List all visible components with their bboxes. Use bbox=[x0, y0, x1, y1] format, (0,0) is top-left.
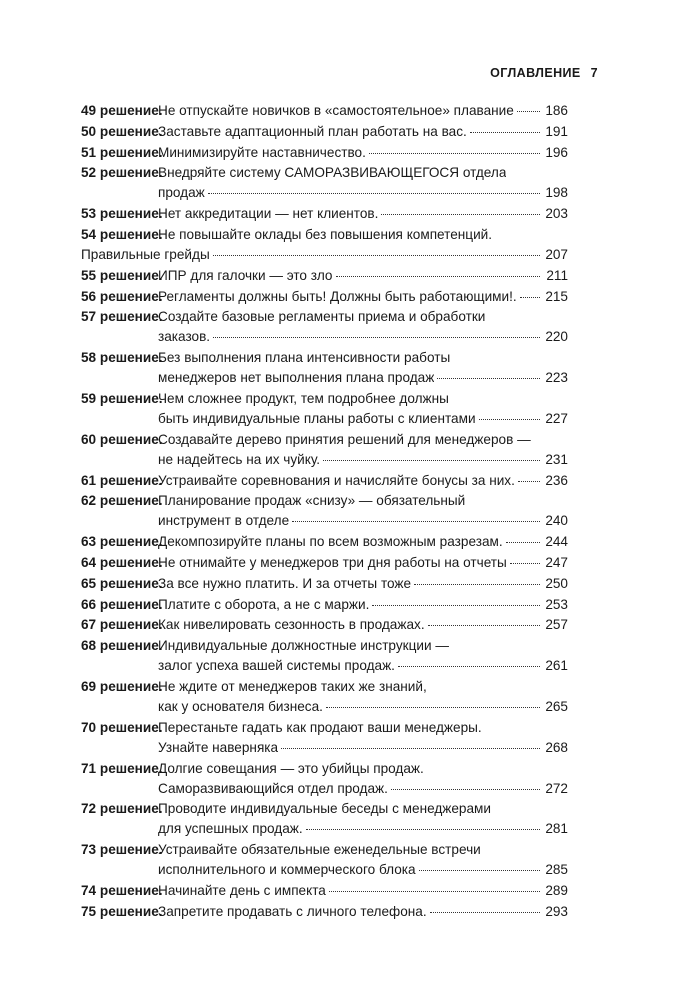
dot-leader bbox=[208, 193, 540, 194]
toc-entry-number: 49 решение. bbox=[81, 103, 163, 118]
toc-entry-number: 63 решение. bbox=[81, 534, 163, 550]
toc-entry-page: 207 bbox=[545, 246, 568, 262]
toc-entry-page: 261 bbox=[545, 658, 568, 674]
toc-entry-title: Начинайте день с импекта bbox=[158, 882, 326, 898]
dot-leader bbox=[437, 378, 540, 379]
toc-entry-title: как у основателя бизнеса. bbox=[158, 698, 323, 714]
toc-entry-number: 68 решение. bbox=[81, 638, 163, 654]
toc-entry[interactable] bbox=[81, 287, 568, 307]
toc-entry-number: 62 решение. bbox=[81, 493, 163, 509]
toc-entry[interactable] bbox=[81, 759, 568, 799]
toc-entry[interactable] bbox=[81, 491, 568, 531]
toc-entry-page: 247 bbox=[545, 554, 568, 570]
toc-entry-page: 257 bbox=[545, 617, 568, 633]
toc-entry-title: менеджеров нет выполнения плана продаж bbox=[158, 370, 435, 386]
toc-entry[interactable] bbox=[81, 615, 568, 635]
toc-entry-number: 60 решение. bbox=[81, 431, 163, 447]
dot-leader bbox=[419, 870, 540, 871]
toc-entry-title: Индивидуальные должностные инструкции — bbox=[158, 638, 449, 654]
toc-entry-number: 66 решение. bbox=[81, 596, 163, 612]
toc-entry-title: Долгие совещания — это убийцы продаж. bbox=[158, 760, 424, 776]
toc-entry-number: 58 решение. bbox=[81, 350, 163, 366]
toc-entry-page: 293 bbox=[545, 903, 568, 919]
toc-entry-page: 289 bbox=[545, 882, 568, 898]
toc-entry-number: 54 решение. bbox=[81, 226, 163, 242]
toc-entry-title: Без выполнения плана интенсивности работы bbox=[158, 350, 451, 366]
toc-entry-number: 51 решение. bbox=[81, 144, 163, 160]
toc-entry-page: 265 bbox=[545, 698, 568, 714]
toc-entry-number: 73 решение. bbox=[81, 842, 163, 858]
dot-leader bbox=[369, 153, 540, 154]
toc-entry-page: 211 bbox=[546, 267, 568, 283]
dot-leader bbox=[381, 214, 540, 215]
toc-entry-page: 186 bbox=[545, 103, 568, 118]
toc-entry-title: Заставьте адаптационный план работать на вас. bbox=[158, 123, 467, 139]
toc-entry-page: 272 bbox=[545, 780, 568, 796]
toc-entry-number: 67 решение. bbox=[81, 617, 163, 633]
table-of-contents bbox=[81, 101, 568, 922]
toc-entry-page: 250 bbox=[545, 575, 568, 591]
toc-entry[interactable] bbox=[81, 902, 568, 922]
toc-entry[interactable] bbox=[81, 636, 568, 676]
toc-entry-title: инструмент в отделе bbox=[158, 513, 290, 529]
toc-entry[interactable] bbox=[81, 266, 568, 286]
toc-entry[interactable] bbox=[81, 840, 568, 880]
dot-leader bbox=[391, 789, 540, 790]
toc-entry[interactable] bbox=[81, 225, 568, 265]
toc-entry[interactable] bbox=[81, 799, 568, 839]
toc-entry-title: ИПР для галочки — это зло bbox=[158, 267, 333, 283]
toc-entry-title: Проводите индивидуальные беседы с менеджерами bbox=[158, 801, 491, 817]
toc-entry-number: 55 решение. bbox=[81, 267, 163, 283]
toc-entry[interactable] bbox=[81, 101, 568, 121]
toc-entry-title: заказов. bbox=[158, 329, 211, 345]
toc-entry-title: Перестаньте гадать как продают ваши менеджеры. bbox=[158, 719, 482, 735]
dot-leader bbox=[520, 297, 540, 298]
dot-leader bbox=[213, 337, 540, 338]
toc-entry-title: Чем сложнее продукт, тем подробнее должны bbox=[158, 390, 449, 406]
toc-entry-title: Правильные грейды bbox=[81, 246, 210, 262]
toc-entry-page: 285 bbox=[545, 862, 568, 878]
dot-leader bbox=[306, 829, 540, 830]
dot-leader bbox=[323, 460, 540, 461]
toc-entry[interactable] bbox=[81, 204, 568, 224]
toc-entry-title: Как нивелировать сезонность в продажах. bbox=[158, 617, 425, 633]
dot-leader bbox=[479, 419, 540, 420]
toc-entry-page: 240 bbox=[545, 513, 568, 529]
toc-entry-title: продаж bbox=[158, 185, 205, 201]
toc-entry-number: 75 решение. bbox=[81, 903, 163, 919]
dot-leader bbox=[281, 748, 540, 749]
toc-entry-title: Не ждите от менеджеров таких же знаний, bbox=[158, 678, 427, 694]
toc-entry-title: Регламенты должны быть! Должны быть работающими!. bbox=[158, 288, 517, 304]
toc-entry-number: 64 решение. bbox=[81, 554, 163, 570]
toc-entry[interactable] bbox=[81, 718, 568, 758]
toc-entry-title: Не отнимайте у менеджеров три дня работы на отчеты bbox=[158, 554, 507, 570]
toc-entry[interactable] bbox=[81, 677, 568, 717]
toc-entry-number: 74 решение. bbox=[81, 882, 163, 898]
toc-entry-page: 268 bbox=[545, 739, 568, 755]
toc-entry-title: Создавайте дерево принятия решений для менеджеров — bbox=[158, 431, 531, 447]
page-number: 7 bbox=[590, 66, 598, 80]
toc-entry-page: 203 bbox=[545, 206, 568, 222]
toc-entry-number: 52 решение. bbox=[81, 165, 163, 181]
dot-leader bbox=[326, 707, 540, 708]
toc-entry[interactable] bbox=[81, 348, 568, 388]
toc-entry[interactable] bbox=[81, 881, 568, 901]
dot-leader bbox=[430, 912, 540, 913]
toc-entry-title: За все нужно платить. И за отчеты тоже bbox=[158, 575, 412, 591]
toc-entry-number: 56 решение. bbox=[81, 288, 163, 304]
toc-entry-title: Не повышайте оклады без повышения компетенций. bbox=[158, 226, 493, 242]
toc-entry-title: Внедряйте систему САМОРАЗВИВАЮЩЕГОСЯ отдела bbox=[158, 165, 507, 181]
toc-entry-page: 253 bbox=[545, 596, 568, 612]
toc-entry[interactable] bbox=[81, 122, 568, 142]
toc-entry-title: Запретите продавать с личного телефона. bbox=[158, 903, 427, 919]
toc-entry-page: 236 bbox=[545, 472, 568, 488]
dot-leader bbox=[292, 521, 540, 522]
toc-entry-title: залог успеха вашей системы продаж. bbox=[158, 658, 395, 674]
toc-entry-number: 69 решение. bbox=[81, 678, 163, 694]
dot-leader bbox=[506, 542, 540, 543]
toc-entry-number: 72 решение. bbox=[81, 801, 163, 817]
toc-entry-title: быть индивидуальные планы работы с клиентами bbox=[158, 410, 476, 426]
toc-entry-title: Устраивайте обязательные еженедельные встречи bbox=[158, 842, 481, 858]
toc-entry-number: 71 решение. bbox=[81, 760, 163, 776]
toc-entry-number: 59 решение. bbox=[81, 390, 163, 406]
toc-entry-title: Не отпускайте новичков в «самостоятельное» плавание bbox=[158, 103, 514, 118]
toc-entry[interactable] bbox=[81, 595, 568, 615]
toc-entry-title: для успешных продаж. bbox=[158, 821, 303, 837]
toc-entry[interactable] bbox=[81, 574, 568, 594]
toc-entry-title: Нет аккредитации — нет клиентов. bbox=[158, 206, 379, 222]
dot-leader bbox=[517, 111, 540, 112]
toc-entry[interactable] bbox=[81, 553, 568, 573]
dot-leader bbox=[518, 481, 540, 482]
toc-entry-page: 231 bbox=[545, 451, 568, 467]
toc-entry-page: 198 bbox=[545, 185, 568, 201]
toc-entry-title: Планирование продаж «снизу» — обязательный bbox=[158, 493, 466, 509]
toc-entry-title: Саморазвивающийся отдел продаж. bbox=[158, 780, 388, 796]
dot-leader bbox=[414, 584, 540, 585]
dot-leader bbox=[213, 255, 540, 256]
toc-entry-number: 53 решение. bbox=[81, 206, 163, 222]
toc-entry[interactable] bbox=[81, 389, 568, 429]
toc-entry-number: 57 решение. bbox=[81, 309, 163, 325]
toc-entry-page: 223 bbox=[545, 370, 568, 386]
toc-entry-title: Минимизируйте наставничество. bbox=[158, 144, 366, 160]
running-header bbox=[490, 66, 598, 80]
toc-entry[interactable] bbox=[81, 471, 568, 491]
toc-entry-page: 244 bbox=[545, 534, 568, 550]
dot-leader bbox=[329, 891, 540, 892]
toc-entry[interactable] bbox=[81, 532, 568, 552]
toc-entry-title: исполнительного и коммерческого блока bbox=[158, 862, 416, 878]
toc-entry-title: Декомпозируйте планы по всем возможным разрезам. bbox=[158, 534, 503, 550]
toc-entry[interactable] bbox=[81, 307, 568, 347]
toc-entry-title: Устраивайте соревнования и начисляйте бонусы за них. bbox=[158, 472, 515, 488]
toc-entry-page: 191 bbox=[545, 123, 568, 139]
toc-entry-title: Платите с оборота, а не с маржи. bbox=[158, 596, 370, 612]
dot-leader bbox=[372, 605, 540, 606]
toc-entry-title: не надейтесь на их чуйку. bbox=[158, 451, 321, 467]
toc-entry[interactable] bbox=[81, 430, 568, 470]
dot-leader bbox=[510, 563, 540, 564]
toc-entry-page: 220 bbox=[545, 329, 568, 345]
toc-entry[interactable] bbox=[81, 143, 568, 163]
running-header-title: ОГЛАВЛЕНИЕ bbox=[490, 66, 581, 80]
dot-leader bbox=[336, 276, 541, 277]
dot-leader bbox=[398, 666, 540, 667]
toc-entry[interactable] bbox=[81, 163, 568, 203]
dot-leader bbox=[470, 132, 540, 133]
dot-leader bbox=[428, 625, 540, 626]
toc-entry-title: Узнайте наверняка bbox=[158, 739, 279, 755]
toc-entry-number: 65 решение. bbox=[81, 575, 163, 591]
toc-entry-number: 70 решение. bbox=[81, 719, 163, 735]
toc-entry-number: 50 решение. bbox=[81, 123, 163, 139]
toc-entry-page: 196 bbox=[545, 144, 568, 160]
toc-entry-title: Создайте базовые регламенты приема и обработки bbox=[158, 309, 486, 325]
toc-entry-number: 61 решение. bbox=[81, 472, 163, 488]
toc-entry-page: 281 bbox=[545, 821, 568, 837]
toc-entry-page: 215 bbox=[545, 288, 568, 304]
toc-entry-page: 227 bbox=[545, 410, 568, 426]
